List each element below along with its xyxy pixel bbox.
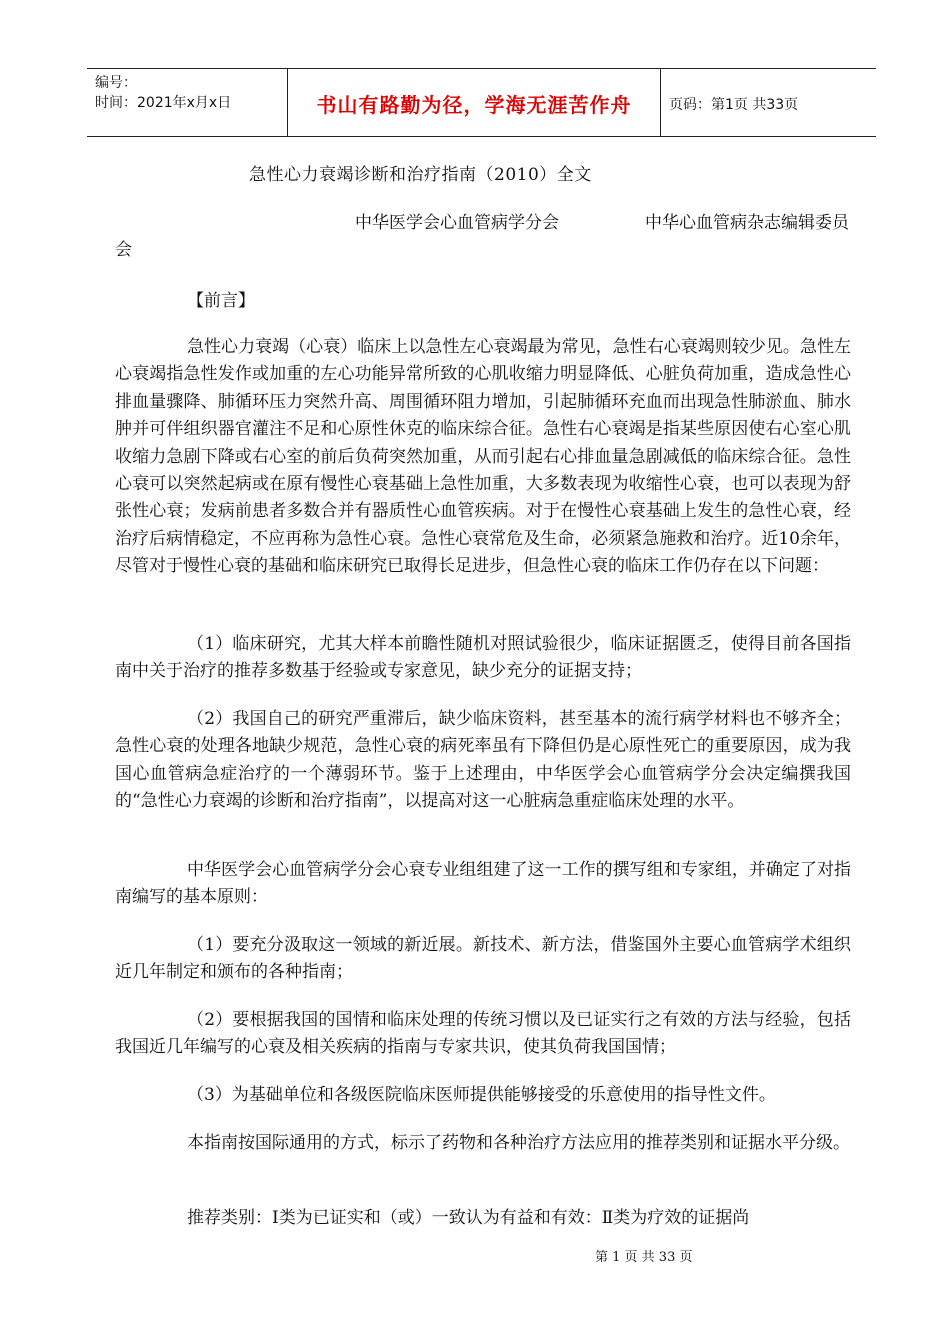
body-paragraph-principle-1: （1）要充分汲取这一领域的新近展。新技术、新方法，借鉴国外主要心血管病学术组织近几年制定和颁布的各种指南； [115,935,851,983]
section-heading: 【前言】 [187,291,255,311]
body-paragraph-workgroup: 中华医学会心血管病学分会心衰专业组组建了这一工作的撰写组和专家组，并确定了对指南编写的基本原则： [115,860,851,908]
author-editorial-board: 中华心血管病杂志编辑委员会 [115,213,849,260]
document-time-label: 时间：2021年x月x日 [95,95,232,111]
body-paragraph-grading: 本指南按国际通用的方式，标示了药物和各种治疗方法应用的推荐类别和证据水平分级。 [187,1133,850,1153]
header-page-info: 页码：第1页 共33页 [669,97,799,113]
page-footer: 第 1 页 共 33 页 [595,1250,693,1265]
document-title: 急性心力衰竭诊断和治疗指南（2010）全文 [249,165,592,185]
page-header [87,68,876,137]
body-paragraph-principle-2: （2）要根据我国的国情和临床处理的传统习惯以及已证实行之有效的方法与经验，包括我国近几年编写的心衰及相关疾病的指南与专家共识，使其负荷我国国情； [115,1010,851,1058]
body-paragraph-intro: 急性心力衰竭（心衰）临床上以急性左心衰竭最为常见，急性右心衰竭则较少见。急性左心衰竭指急性发作或加重的左心功能异常所致的心肌收缩力明显降低、心脏负荷加重，造成急性心排血量骤降、肺循环压力突然升高、周围循环阻力增加，引起肺循环充血而出现急性肺淤血、肺水肿并可伴组织器官灌注不足和心原性休克的临床综合征。急性右心衰竭是指某些原因使右心室心肌收缩力急剧下降或右心室的前后负荷突然加重，从而引起右心排血量急剧减低的临床综合征。急性心衰可以突然起病或在原有慢性心衰基础上急性加重，大多数表现为收缩性心衰，也可以表现为舒张性心衰；发病前患者多数合并有器质性心血管疾病。对于在慢性心衰基础上发生的急性心衰，经治疗后病情稳定，不应再称为急性心衰。急性心衰常危及生命，必须紧急施救和治疗。近10余年，尽管对于慢性心衰的基础和临床研究已取得长足进步，但急性心衰的临床工作仍存在以下问题： [115,337,851,577]
body-paragraph-problem-1: （1）临床研究，尤其大样本前瞻性随机对照试验很少，临床证据匮乏，使得目前各国指南中关于治疗的推荐多数基于经验或专家意见，缺少充分的证据支持； [115,634,851,682]
header-meta [95,73,291,113]
body-paragraph-recommendation: 推荐类别：Ⅰ类为已证实和（或）一致认为有益和有效：Ⅱ类为疗效的证据尚 [187,1208,750,1228]
author-byline [115,210,851,264]
header-motto-cell [287,69,661,136]
document-number-label: 编号： [95,75,137,91]
author-society: 中华医学会心血管病学分会 [355,213,559,233]
body-paragraph-principle-3: （3）为基础单位和各级医院临床医师提供能够接受的乐意使用的指导性文件。 [187,1085,776,1105]
body-paragraph-problem-2: （2）我国自己的研究严重滞后，缺少临床资料，甚至基本的流行病学材料也不够齐全；急性心衰的处理各地缺少规范，急性心衰的病死率虽有下降但仍是心原性死亡的重要原因，成为我国心血管病急症治疗的一个薄弱环节。鉴于上述理由，中华医学会心血管病学分会决定编撰我国的“急性心力衰竭的诊断和治疗指南”，以提高对这一心脏病急重症临床处理的水平。 [115,709,851,812]
header-motto: 书山有路勤为径，学海无涯苦作舟 [316,93,632,117]
